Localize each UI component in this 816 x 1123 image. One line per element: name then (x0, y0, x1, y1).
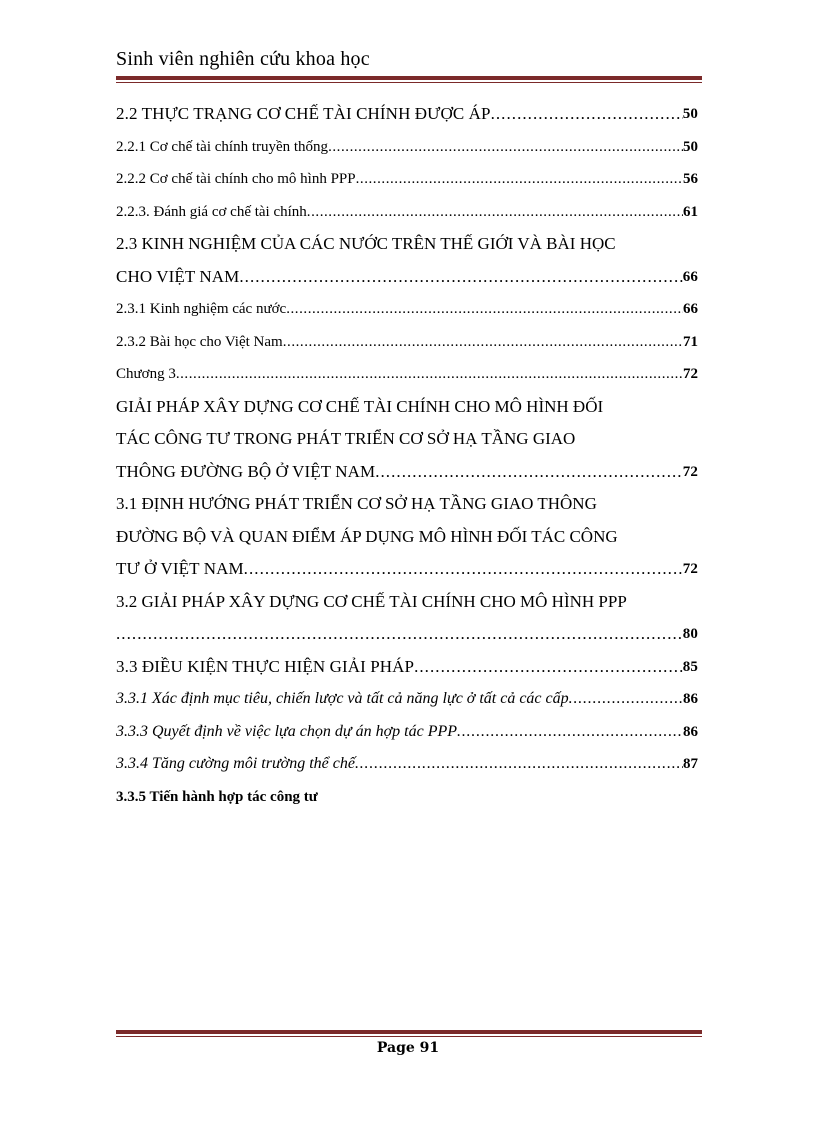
toc-page-number: 66 (682, 268, 698, 285)
toc-dot-leader (569, 683, 683, 716)
toc-entry-3-3-1[interactable] (116, 683, 698, 716)
toc-dot-leader (116, 618, 683, 651)
toc-entry-chapter-3[interactable] (116, 358, 698, 391)
toc-dot-leader (286, 293, 683, 326)
toc-dot-leader (239, 261, 682, 294)
toc-entry-3-3-3[interactable] (116, 716, 698, 749)
toc-entry-text: 3.3.1 Xác định mục tiêu, chiến lược và tất cả năng lực ở tất cả các cấp (116, 690, 569, 707)
toc-entry-3-3[interactable] (116, 651, 698, 684)
toc-entry-3-3-4[interactable] (116, 748, 698, 781)
toc-dot-leader (244, 553, 683, 586)
toc-entry-text: 2.3 KINH NGHIỆM CỦA CÁC NƯỚC TRÊN THẾ GIỚI VÀ BÀI HỌC (116, 234, 616, 253)
toc-entry-3-1-line2[interactable] (116, 521, 698, 554)
toc-dot-leader (176, 358, 683, 391)
toc-dot-leader (491, 98, 683, 131)
header-rule-thick (116, 76, 702, 80)
toc-entry-2-3-2[interactable] (116, 326, 698, 359)
table-of-contents (116, 98, 698, 813)
toc-dot-leader (355, 748, 683, 781)
toc-dot-leader (356, 163, 683, 196)
toc-entry-text: ĐƯỜNG BỘ VÀ QUAN ĐIỂM ÁP DỤNG MÔ HÌNH ĐỐI TÁC CÔNG (116, 526, 618, 546)
toc-page-number: 50 (683, 138, 698, 155)
toc-entry-text: 2.3.2 Bài học cho Việt Nam (116, 333, 283, 350)
toc-entry-text: CHO VIỆT NAM (116, 266, 240, 286)
toc-page-number: 72 (682, 561, 698, 577)
toc-entry-text: GIẢI PHÁP XÂY DỰNG CƠ CHẾ TÀI CHÍNH CHO MÔ HÌNH ĐỐI (116, 396, 604, 416)
toc-entry-text: TƯ Ở VIỆT NAM (116, 559, 244, 578)
toc-entry-text: TÁC CÔNG TƯ TRONG PHÁT TRIỂN CƠ SỞ HẠ TẦNG GIAO (116, 429, 576, 448)
toc-entry-2-2-3[interactable] (116, 196, 698, 229)
toc-entry-text: 3.3.5 Tiến hành hợp tác công tư (116, 788, 318, 805)
toc-entry-text: 2.2 THỰC TRẠNG CƠ CHẾ TÀI CHÍNH ĐƯỢC ÁP (116, 104, 491, 123)
toc-entry-3-2-line1[interactable] (116, 586, 698, 619)
toc-entry-2-3-line1[interactable] (116, 228, 698, 261)
toc-page-number: 50 (682, 106, 698, 122)
toc-dot-leader (414, 651, 683, 684)
footer-rule-thick (116, 1030, 702, 1034)
toc-entry-text: 2.2.3. Đánh giá cơ chế tài chính (116, 203, 307, 220)
toc-dot-leader (375, 456, 683, 489)
toc-entry-chapter-3-title-line2[interactable] (116, 423, 698, 456)
toc-dot-leader (328, 131, 683, 164)
running-header-title: Sinh viên nghiên cứu khoa học (116, 48, 370, 70)
footer-rule-thin (116, 1036, 702, 1037)
toc-entry-chapter-3-title-line3[interactable] (116, 456, 698, 489)
toc-entry-2-2[interactable] (116, 98, 698, 131)
toc-page-number: 80 (682, 626, 698, 642)
toc-entry-chapter-3-title-line1[interactable] (116, 391, 698, 424)
toc-entry-text: Chương 3 (116, 366, 176, 382)
toc-entry-text: 3.3.4 Tăng cường môi trường thể chế (116, 755, 355, 772)
toc-entry-text: 3.1 ĐỊNH HƯỚNG PHÁT TRIỂN CƠ SỞ HẠ TẦNG GIAO THÔNG (116, 494, 597, 513)
toc-page-number: 66 (683, 301, 698, 317)
header-rule-thin (116, 82, 702, 83)
toc-dot-leader (307, 196, 683, 229)
toc-page-number: 72 (683, 366, 698, 382)
toc-entry-3-2-line2[interactable] (116, 618, 698, 651)
toc-entry-2-3-1[interactable] (116, 293, 698, 326)
toc-entry-text: THÔNG ĐƯỜNG BỘ Ở VIỆT NAM (116, 461, 376, 481)
toc-entry-3-1-line1[interactable] (116, 488, 698, 521)
toc-page-number: 87 (683, 756, 698, 772)
toc-entry-3-3-5[interactable] (116, 781, 698, 814)
toc-entry-2-2-1[interactable] (116, 131, 698, 164)
toc-entry-2-2-2[interactable] (116, 163, 698, 196)
toc-page-number: 72 (682, 463, 698, 480)
toc-entry-text: 3.3.3 Quyết định về việc lựa chọn dự án hợp tác PPP (116, 722, 458, 740)
page-number-footer: Page 91 (376, 1040, 440, 1056)
toc-entry-2-3-line2[interactable] (116, 261, 698, 294)
toc-entry-text: 3.3 ĐIỀU KIỆN THỰC HIỆN GIẢI PHÁP (116, 656, 415, 676)
toc-page-number: 56 (683, 171, 698, 187)
toc-entry-3-1-line3[interactable] (116, 553, 698, 586)
toc-dot-leader (283, 326, 683, 359)
toc-entry-text: 3.2 GIẢI PHÁP XÂY DỰNG CƠ CHẾ TÀI CHÍNH CHO MÔ HÌNH PPP (116, 591, 627, 611)
toc-page-number: 61 (683, 203, 698, 220)
toc-dot-leader (457, 716, 683, 749)
toc-entry-text: 2.2.1 Cơ chế tài chính truyền thống (116, 138, 329, 155)
toc-page-number: 85 (682, 658, 698, 675)
toc-entry-text: 2.3.1 Kinh nghiệm các nước (116, 301, 287, 317)
toc-page-number: 86 (683, 723, 698, 740)
toc-page-number: 71 (683, 333, 698, 350)
toc-entry-text: 2.2.2 Cơ chế tài chính cho mô hình PPP (116, 171, 356, 187)
toc-page-number: 86 (683, 691, 698, 707)
